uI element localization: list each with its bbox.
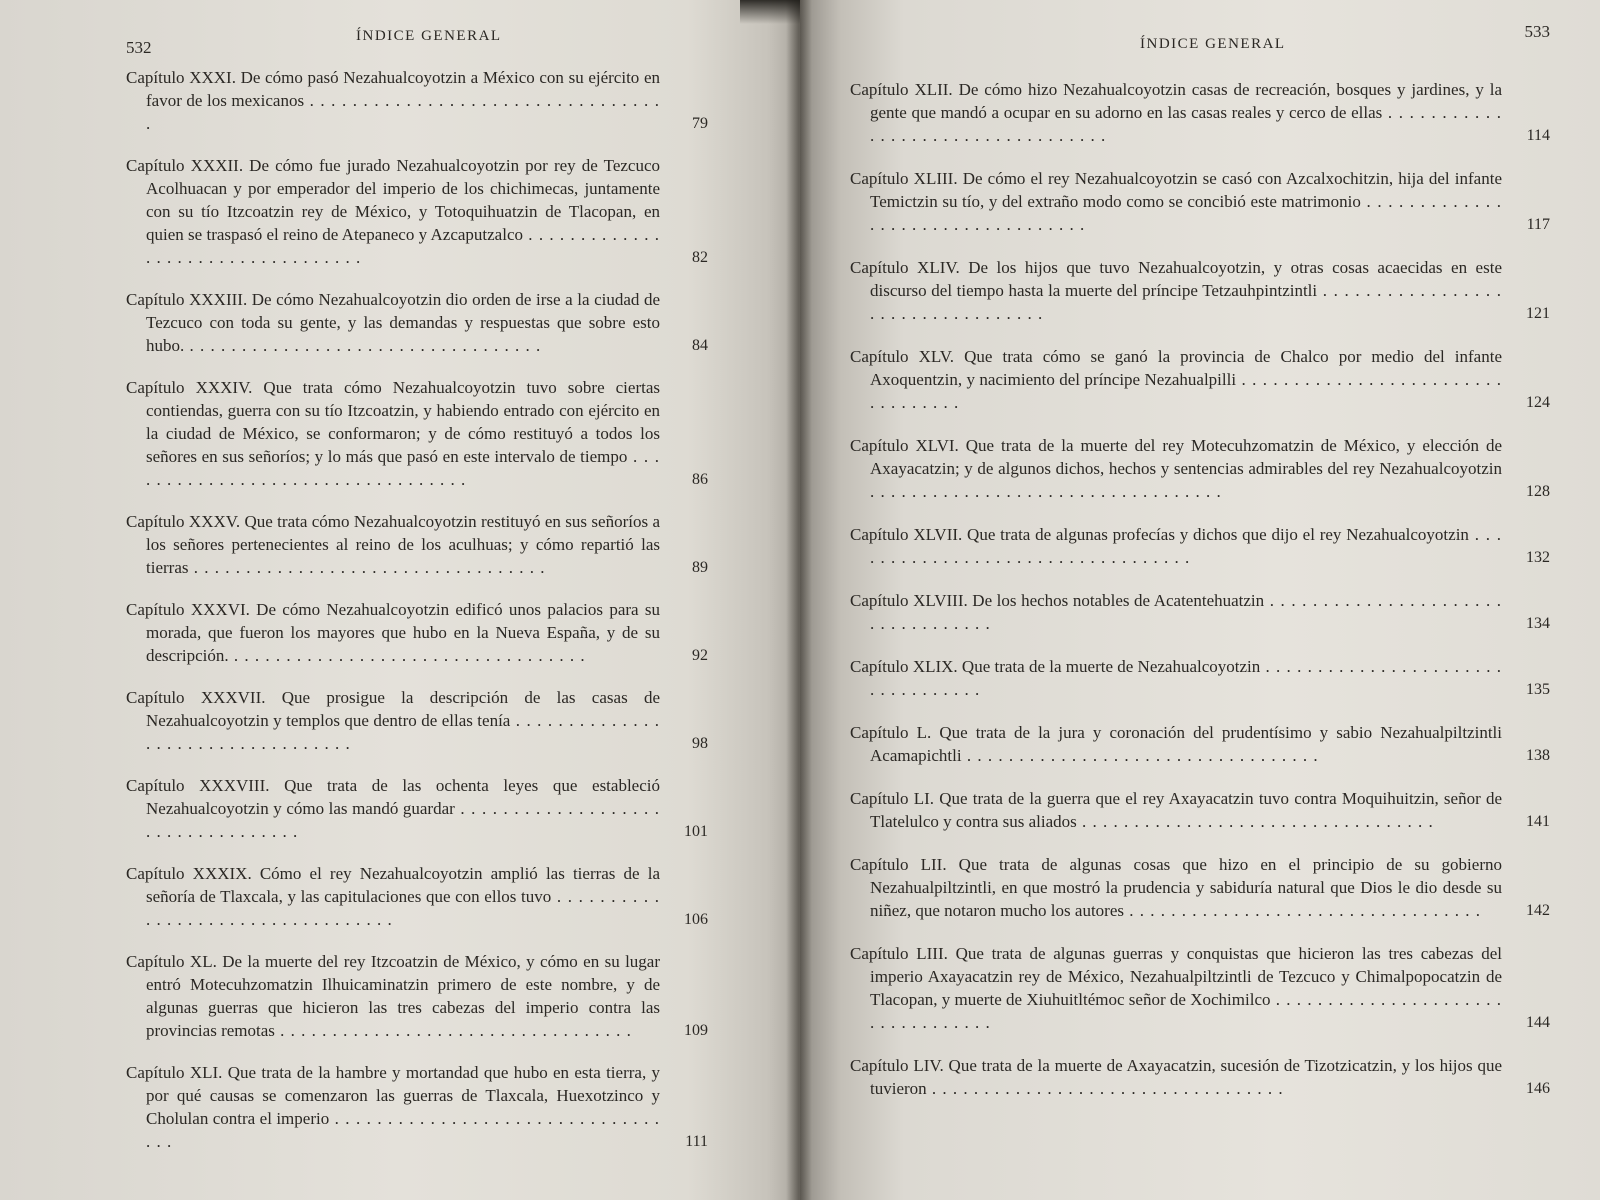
- entry-title: Capítulo LIV. Que trata de la muerte de Axayacatzin, sucesión de Tizotzicatzin, y los hijos que tuvieron . . .: [850, 1054, 1502, 1100]
- entry-page: 86: [692, 471, 708, 488]
- entry-page: 92: [692, 647, 708, 664]
- entry-page: 109: [684, 1022, 708, 1039]
- entry-title: Capítulo XLIII. De cómo el rey Nezahualcoyotzin se casó con Azcalxochitzin, hija del infante Temictzin su tío, y del extraño modo como se concibió este matrimonio . . .: [850, 167, 1502, 236]
- book-gutter: [786, 0, 812, 1200]
- page-number: 533: [1524, 22, 1550, 41]
- toc-entry: [850, 787, 1550, 833]
- toc-list-right: [850, 78, 1550, 1100]
- toc-entry: [126, 154, 708, 269]
- entry-page: 117: [1526, 216, 1550, 233]
- entry-title: Capítulo XL. De la muerte del rey Itzcoatzin de México, y cómo en su lugar entró Motecuhzomatzin Ilhuicaminatzin primero de este nombre, y de algunas guerras que hicieron las tres cabezas del imperio contra las provincias remotas . . .: [126, 950, 660, 1042]
- corner-shadow: [740, 0, 800, 24]
- entry-page: 142: [1526, 902, 1550, 919]
- toc-entry: [850, 942, 1550, 1034]
- toc-entry: [850, 589, 1550, 635]
- left-page-header: [126, 28, 708, 58]
- entry-title: Capítulo XXXIII. De cómo Nezahualcoyotzin dio orden de irse a la ciudad de Tezcuco con toda su gente, y las demandas y respuestas que sobre esto hubo. . . .: [126, 288, 660, 357]
- entry-title: Capítulo XXXVII. Que prosigue la descripción de las casas de Nezahualcoyotzin y templos que dentro de ellas tenía . . .: [126, 686, 660, 755]
- toc-entry: [126, 1061, 708, 1153]
- toc-entry: [126, 376, 708, 491]
- toc-entry: [126, 950, 708, 1042]
- entry-page: 146: [1526, 1080, 1550, 1097]
- entry-page: 84: [692, 337, 708, 354]
- toc-entry: [850, 1054, 1550, 1100]
- entry-page: 79: [692, 115, 708, 132]
- entry-page: 106: [684, 911, 708, 928]
- entry-page: 89: [692, 559, 708, 576]
- right-page-header: [850, 22, 1550, 52]
- entry-page: 134: [1526, 615, 1550, 632]
- entry-title: Capítulo XLII. De cómo hizo Nezahualcoyotzin casas de recreación, bosques y jardines, y la gente que mandó a ocupar en su adorno en las casas reales y cerco de ellas . . .: [850, 78, 1502, 147]
- entry-page: 82: [692, 249, 708, 266]
- entry-page: 111: [685, 1133, 708, 1150]
- entry-title: Capítulo L. Que trata de la jura y coronación del prudentísimo y sabio Nezahualpiltzintli Acamapichtli . . .: [850, 721, 1502, 767]
- right-page: [800, 0, 1600, 1200]
- entry-title: Capítulo XXXV. Que trata cómo Nezahualcoyotzin restituyó en sus señoríos a los señores pertenecientes al reino de los aculhuas; y cómo repartió las tierras . . .: [126, 510, 660, 579]
- toc-entry: [850, 721, 1550, 767]
- entry-page: 124: [1526, 394, 1550, 411]
- entry-page: 141: [1526, 813, 1550, 830]
- page-number: 532: [126, 38, 152, 57]
- toc-entry: [850, 853, 1550, 922]
- toc-entry: [126, 66, 708, 135]
- toc-entry: [850, 345, 1550, 414]
- running-head: ÍNDICE GENERAL: [1140, 36, 1286, 52]
- entry-page: 121: [1526, 305, 1550, 322]
- entry-page: 101: [684, 823, 708, 840]
- entry-page: 128: [1526, 483, 1550, 500]
- entry-title: Capítulo XLIX. Que trata de la muerte de Nezahualcoyotzin . . .: [850, 655, 1502, 701]
- entry-title: Capítulo LII. Que trata de algunas cosas que hizo en el principio de su gobierno Nezahualpiltzintli, en que mostró la prudencia y sabiduría natural que Dios le dio desde su niñez, que notaron mucho los autores . . .: [850, 853, 1502, 922]
- entry-title: Capítulo XXXIV. Que trata cómo Nezahualcoyotzin tuvo sobre ciertas contiendas, guerra con su tío Itzcoatzin, y habiendo entrado con ejército en la ciudad de México, se conformaron; y de cómo restituyó a todos los señores en sus señoríos; y lo más que pasó en este intervalo de tiempo . . .: [126, 376, 660, 491]
- entry-title: Capítulo XXXII. De cómo fue jurado Nezahualcoyotzin por rey de Tezcuco Acolhuacan y por emperador del imperio de los chichimecas, juntamente con su tío Itzcoatzin rey de México, y Totoquihuatzin de Tlacopan, en quien se traspasó el reino de Atepaneco y Azcaputzalco . . .: [126, 154, 660, 269]
- toc-entry: [850, 523, 1550, 569]
- toc-entry: [126, 862, 708, 931]
- entry-page: 138: [1526, 747, 1550, 764]
- toc-entry: [126, 288, 708, 357]
- entry-title: Capítulo XXXVI. De cómo Nezahualcoyotzin edificó unos palacios para su morada, que fueron los mayores que hubo en la Nueva España, y de su descripción. . . .: [126, 598, 660, 667]
- entry-title: Capítulo XLV. Que trata cómo se ganó la provincia de Chalco por medio del infante Axoquentzin, y nacimiento del príncipe Nezahualpilli . . .: [850, 345, 1502, 414]
- toc-entry: [850, 655, 1550, 701]
- toc-entry: [126, 510, 708, 579]
- entry-title: Capítulo XXXI. De cómo pasó Nezahualcoyotzin a México con su ejército en favor de los mexicanos . . .: [126, 66, 660, 135]
- entry-page: 114: [1526, 127, 1550, 144]
- toc-entry: [850, 256, 1550, 325]
- entry-title: Capítulo XLIV. De los hijos que tuvo Nezahualcoyotzin, y otras cosas acaecidas en este discurso del tiempo hasta la muerte del príncipe Tetzauhpintzintli . . .: [850, 256, 1502, 325]
- entry-title: Capítulo LI. Que trata de la guerra que el rey Axayacatzin tuvo contra Moquihuitzin, señor de Tlatelulco y contra sus aliados . . .: [850, 787, 1502, 833]
- toc-entry: [850, 78, 1550, 147]
- entry-title: Capítulo XXXVIII. Que trata de las ochenta leyes que estableció Nezahualcoyotzin y cómo las mandó guardar . . .: [126, 774, 660, 843]
- toc-entry: [126, 774, 708, 843]
- toc-entry: [850, 167, 1550, 236]
- entry-title: Capítulo LIII. Que trata de algunas guerras y conquistas que hicieron las tres cabezas del imperio Axayacatzin rey de México, Nezahualpiltzintli de Tezcuco y Chimalpopocatzin de Tlacopan, y muerte de Xiuhuitltémoc señor de Xochimilco . . .: [850, 942, 1502, 1034]
- running-head: ÍNDICE GENERAL: [356, 28, 502, 44]
- entry-title: Capítulo XXXIX. Cómo el rey Nezahualcoyotzin amplió las tierras de la señoría de Tlaxcala, y las capitulaciones que con ellos tuvo . . .: [126, 862, 660, 931]
- entry-page: 132: [1526, 549, 1550, 566]
- toc-entry: [126, 686, 708, 755]
- entry-title: Capítulo XLI. Que trata de la hambre y mortandad que hubo en esta tierra, y por qué causas se comenzaron las guerras de Tlaxcala, Huexotzinco y Cholulan contra el imperio . . .: [126, 1061, 660, 1153]
- entry-title: Capítulo XLVII. Que trata de algunas profecías y dichos que dijo el rey Nezahualcoyotzin . . .: [850, 523, 1502, 569]
- entry-page: 135: [1526, 681, 1550, 698]
- entry-page: 144: [1526, 1014, 1550, 1031]
- entry-page: 98: [692, 735, 708, 752]
- entry-title: Capítulo XLVIII. De los hechos notables de Acatentehuatzin . . .: [850, 589, 1502, 635]
- entry-title: Capítulo XLVI. Que trata de la muerte del rey Motecuhzomatzin de México, y elección de Axayacatzin; y de algunos dichos, hechos y sentencias admirables del rey Nezahualcoyotzin . . .: [850, 434, 1502, 503]
- toc-entry: [850, 434, 1550, 503]
- toc-entry: [126, 598, 708, 667]
- toc-list-left: [126, 66, 708, 1153]
